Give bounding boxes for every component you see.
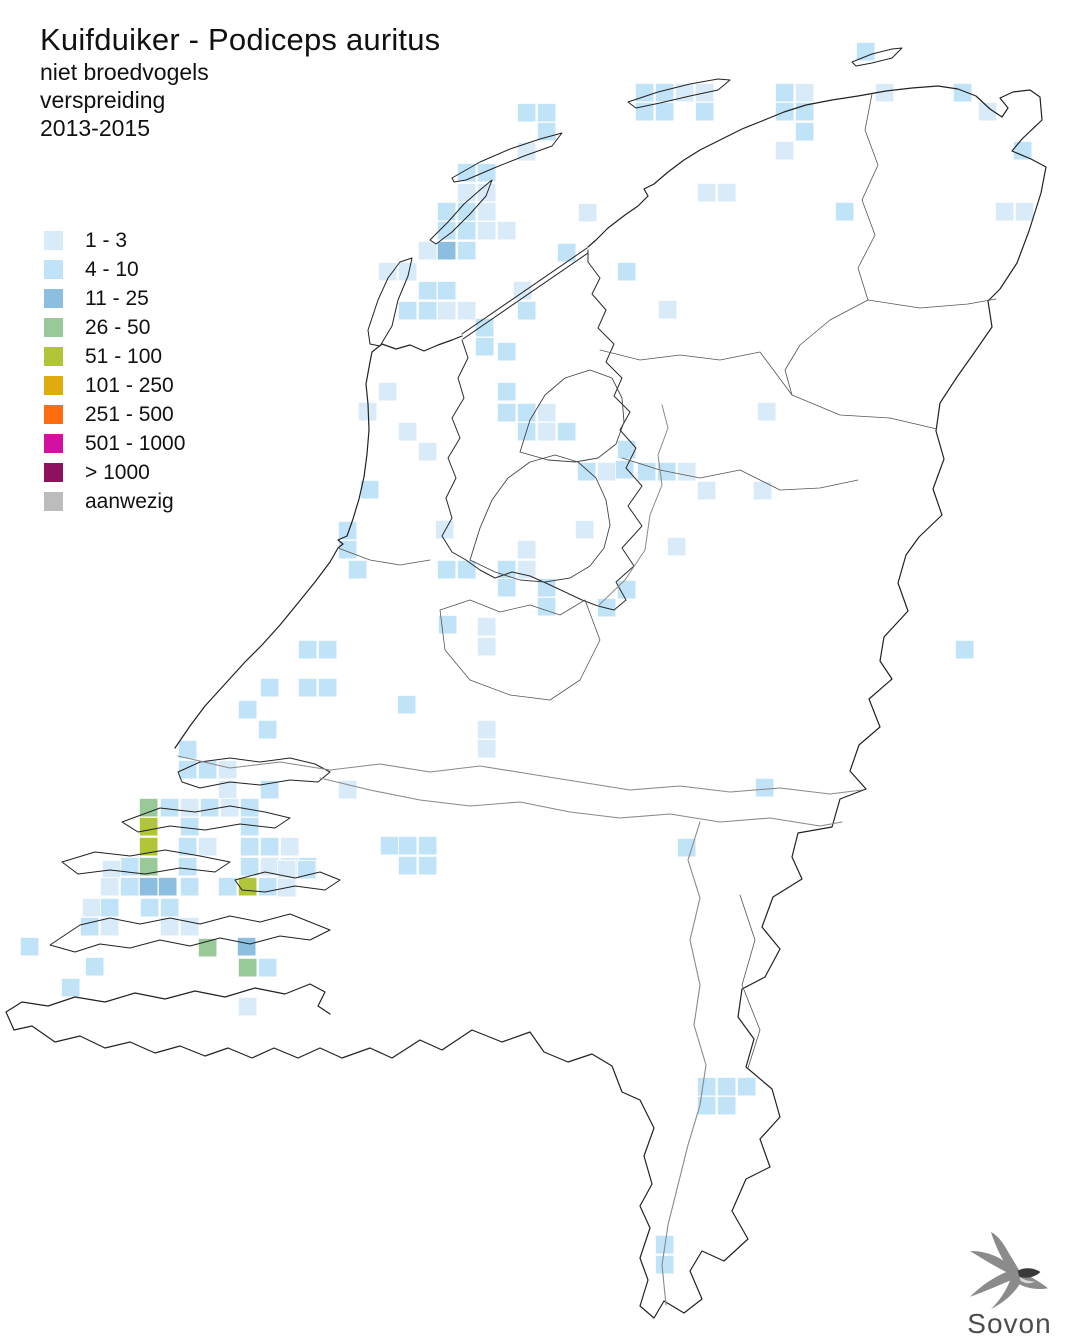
grid-cell — [995, 202, 1014, 221]
grid-cell — [775, 83, 794, 102]
legend-swatch — [44, 405, 63, 424]
grid-cell — [240, 837, 259, 856]
grid-cell — [655, 1255, 674, 1274]
sovon-logo — [952, 1232, 1067, 1340]
grid-cell — [80, 917, 99, 936]
legend-label: 4 - 10 — [85, 257, 139, 281]
grid-cell — [348, 560, 367, 579]
grid-cell — [557, 422, 576, 441]
grid-cell — [418, 301, 437, 320]
legend-label: > 1000 — [85, 460, 150, 484]
grid-cell — [139, 877, 158, 896]
grid-cell — [955, 640, 974, 659]
grid-cell — [102, 860, 121, 879]
grid-cell — [435, 520, 454, 539]
grid-cell — [258, 720, 277, 739]
grid-cell — [238, 958, 257, 977]
grid-cell — [717, 183, 736, 202]
grid-cell — [85, 957, 104, 976]
grid-cell — [260, 678, 279, 697]
grid-cell — [637, 462, 656, 481]
grid-cell — [437, 241, 456, 260]
legend-swatch — [44, 347, 63, 366]
grid-cell — [497, 403, 516, 422]
grid-cell — [658, 300, 677, 319]
legend-item — [44, 284, 185, 313]
grid-cell — [160, 898, 179, 917]
map-outline — [600, 350, 792, 395]
grid-cell — [258, 958, 277, 977]
grid-cell — [140, 898, 159, 917]
legend-swatch — [44, 376, 63, 395]
legend-swatch — [44, 289, 63, 308]
legend-item — [44, 342, 185, 371]
grid-cell — [398, 856, 417, 875]
grid-cell — [795, 83, 814, 102]
legend-swatch — [44, 492, 63, 511]
subtitle-line-3: 2013-2015 — [40, 115, 150, 141]
grid-cell — [258, 877, 277, 896]
grid-cell — [695, 102, 714, 121]
grid-cell — [280, 837, 299, 856]
grid-cell — [418, 442, 437, 461]
subtitle-line-1: niet broedvogels — [40, 59, 209, 85]
grid-cell — [517, 301, 536, 320]
legend-item — [44, 400, 185, 429]
grid-cell — [240, 798, 259, 817]
grid-cell — [418, 241, 437, 260]
grid-cell — [517, 560, 536, 579]
grid-cell — [537, 422, 556, 441]
grid-cell — [755, 778, 774, 797]
grid-cell — [198, 837, 217, 856]
legend-swatch — [44, 318, 63, 337]
grid-cell — [237, 937, 256, 956]
grid-cell — [218, 877, 237, 896]
grid-cell — [397, 695, 416, 714]
grid-cell — [477, 637, 496, 656]
grid-cell — [717, 1077, 736, 1096]
grid-cell — [318, 678, 337, 697]
grid-cell — [477, 617, 496, 636]
legend-item — [44, 487, 185, 516]
legend-item — [44, 429, 185, 458]
grid-cell — [655, 102, 674, 121]
subtitle-line-2: verspreiding — [40, 87, 166, 113]
legend-label: 11 - 25 — [85, 286, 149, 310]
grid-cell — [120, 877, 138, 896]
grid-cell — [477, 163, 496, 182]
grid-cell — [597, 462, 616, 481]
grid-cell — [497, 382, 516, 401]
grid-cell — [457, 202, 476, 221]
grid-cell — [238, 877, 257, 896]
grid-cell — [497, 221, 516, 240]
grid-cell — [61, 978, 80, 997]
title-block — [40, 22, 440, 142]
map-outline — [858, 94, 878, 300]
grid-cell — [398, 836, 417, 855]
legend-item — [44, 313, 185, 342]
grid-cell — [178, 857, 197, 876]
grid-cell — [953, 83, 972, 102]
grid-cell — [617, 440, 636, 459]
grid-cell — [200, 798, 219, 817]
grid-cell — [537, 403, 556, 422]
grid-cell — [497, 342, 516, 361]
map-outline — [463, 253, 588, 339]
grid-cell — [835, 202, 854, 221]
grid-cell — [238, 700, 257, 719]
legend-swatch — [44, 260, 63, 279]
grid-cell — [856, 42, 875, 61]
grid-cell — [757, 402, 776, 421]
grid-cell — [667, 537, 686, 556]
grid-cell — [617, 262, 636, 281]
grid-cell — [378, 382, 397, 401]
grid-cell — [475, 318, 494, 337]
map-outline — [792, 395, 937, 429]
grid-cell — [457, 301, 476, 320]
grid-cell — [178, 740, 197, 759]
legend-label: 501 - 1000 — [85, 431, 186, 455]
grid-cell — [557, 243, 576, 262]
grid-cell — [437, 301, 456, 320]
grid-cell — [537, 122, 556, 140]
legend-label: 251 - 500 — [85, 402, 174, 426]
grid-cell — [338, 521, 357, 540]
grid-cell — [578, 203, 597, 222]
logo-text: Sovon — [967, 1308, 1052, 1339]
grid-cell — [795, 122, 814, 140]
grid-cell — [100, 917, 119, 936]
grid-cell — [457, 560, 476, 579]
grid-cell — [575, 520, 594, 539]
grid-cell — [497, 578, 516, 597]
legend-label: 101 - 250 — [85, 373, 174, 397]
grid-cell — [160, 798, 179, 817]
grid-cell — [298, 640, 317, 659]
legend-item — [44, 371, 185, 400]
grid-cell — [180, 817, 199, 836]
grid-cell — [318, 640, 337, 659]
grid-cell — [418, 281, 437, 300]
grid-cell — [717, 1096, 736, 1115]
grid-cell — [1015, 202, 1034, 221]
grid-cell — [238, 997, 257, 1016]
grid-cell — [577, 462, 596, 481]
legend-label: 26 - 50 — [85, 315, 151, 339]
page-title: Kuifduiker - Podiceps auritus — [40, 22, 441, 57]
grid-cell — [477, 720, 496, 739]
grid-cell — [180, 877, 199, 896]
grid-cell — [160, 917, 179, 936]
map-outline — [662, 822, 706, 1305]
map-outline — [598, 405, 668, 606]
grid-cell — [477, 202, 496, 221]
grid-cell — [517, 403, 536, 422]
grid-cell — [240, 817, 259, 836]
grid-cell — [697, 183, 716, 202]
grid-cell — [457, 241, 476, 260]
grid-cell — [418, 836, 437, 855]
grid-cell — [218, 780, 237, 799]
grid-cell — [697, 1077, 716, 1096]
grid-cell — [398, 301, 417, 320]
grid-cell — [240, 857, 259, 876]
grid-cell — [260, 837, 279, 856]
grid-cell — [180, 798, 199, 817]
grid-cell — [178, 760, 197, 779]
swallow-icon — [962, 1232, 1058, 1312]
legend-item — [44, 458, 185, 487]
grid-cell — [615, 460, 634, 479]
map-outline — [462, 248, 587, 334]
grid-cell — [437, 281, 456, 300]
legend-item — [44, 255, 185, 284]
grid-cell — [20, 937, 39, 956]
grid-cell — [655, 83, 674, 102]
grid-cell — [477, 183, 496, 202]
legend-swatch — [44, 231, 63, 250]
legend-label: 1 - 3 — [85, 228, 128, 252]
legend-label: aanwezig — [85, 489, 174, 513]
grid-cell — [139, 817, 158, 836]
grid-cell — [677, 462, 696, 481]
grid-cell — [158, 877, 177, 896]
grid-cell — [298, 678, 317, 697]
grid-cell — [475, 337, 494, 356]
grid-cell — [537, 103, 556, 122]
map-outline — [785, 300, 868, 395]
legend-label: 51 - 100 — [85, 344, 163, 368]
grid-cell — [477, 221, 496, 240]
legend — [44, 226, 185, 516]
grid-cell — [418, 856, 437, 875]
grid-cell — [517, 540, 536, 559]
legend-swatch — [44, 434, 63, 453]
grid-cell — [457, 183, 476, 202]
legend-swatch — [44, 463, 63, 482]
grid-cell — [437, 202, 456, 221]
grid-cell — [775, 141, 794, 160]
grid-cell — [100, 898, 119, 917]
map-outline — [868, 299, 996, 308]
grid-cell — [477, 739, 496, 758]
grid-cell — [697, 481, 716, 500]
grid-cell — [100, 877, 119, 896]
grid-cell — [517, 103, 536, 122]
grid-cell — [677, 838, 696, 857]
grid-cell — [1013, 141, 1032, 160]
grid-cell — [218, 760, 237, 779]
grid-cell — [297, 860, 316, 879]
grid-cell — [82, 898, 101, 917]
grid-cell — [398, 422, 417, 441]
grid-cell — [437, 560, 456, 579]
grid-cell — [380, 836, 399, 855]
map-outline — [440, 600, 600, 700]
grid-cell — [737, 1077, 756, 1096]
legend-item — [44, 226, 185, 255]
